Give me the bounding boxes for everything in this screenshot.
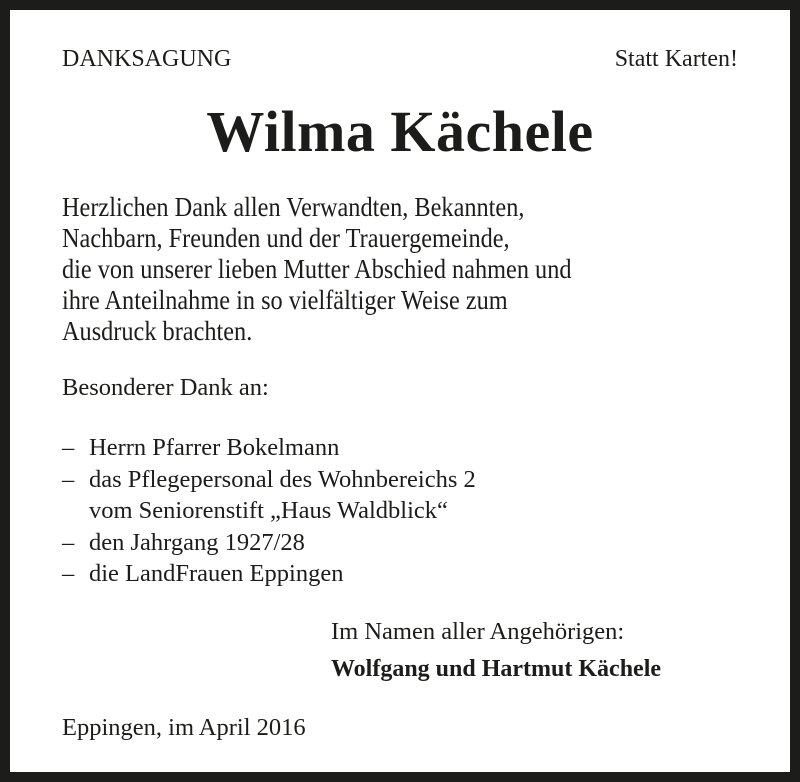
signoff-label: Im Namen aller Angehörigen: <box>331 618 625 645</box>
list-item <box>62 558 476 590</box>
list-item-text: das Pflegepersonal des Wohnbereichs 2 <box>89 465 476 493</box>
thanks-paragraph <box>62 192 571 347</box>
signer-names: Wolfgang und Hartmut Kächele <box>331 656 662 682</box>
dash-bullet: – <box>62 560 75 587</box>
list-item <box>62 527 476 559</box>
list-item-continuation: vom Seniorenstift „Haus Waldblick“ <box>89 497 448 524</box>
paragraph-line: Nachbarn, Freunden und der Trauergemeinde, <box>62 223 510 253</box>
list-item-text: die LandFrauen Eppingen <box>89 560 344 587</box>
list-item-text: Herrn Pfarrer Bokelmann <box>89 434 340 461</box>
dash-bullet: – <box>62 528 75 556</box>
special-thanks-list <box>62 432 476 590</box>
deceased-name: Wilma Kächele <box>206 99 594 164</box>
paragraph-line: die von unserer lieben Mutter Abschied nahmen und <box>62 254 572 284</box>
place-date: Eppingen, im April 2016 <box>62 714 306 741</box>
paragraph-line: ihre Anteilnahme in so vielfältiger Weise zum <box>62 285 508 315</box>
list-item-text: den Jahrgang 1927/28 <box>89 528 305 556</box>
dash-bullet: – <box>62 465 75 493</box>
header-note: Statt Karten! <box>614 46 738 72</box>
paragraph-line: Herzlichen Dank allen Verwandten, Bekannten, <box>62 192 525 222</box>
special-thanks-heading: Besonderer Dank an: <box>62 374 269 401</box>
list-item <box>62 432 476 464</box>
list-item <box>62 464 476 527</box>
dash-bullet: – <box>62 434 75 461</box>
paragraph-line: Ausdruck brachten. <box>62 316 253 346</box>
header-label: DANKSAGUNG <box>62 46 232 72</box>
obituary-card <box>10 10 790 772</box>
